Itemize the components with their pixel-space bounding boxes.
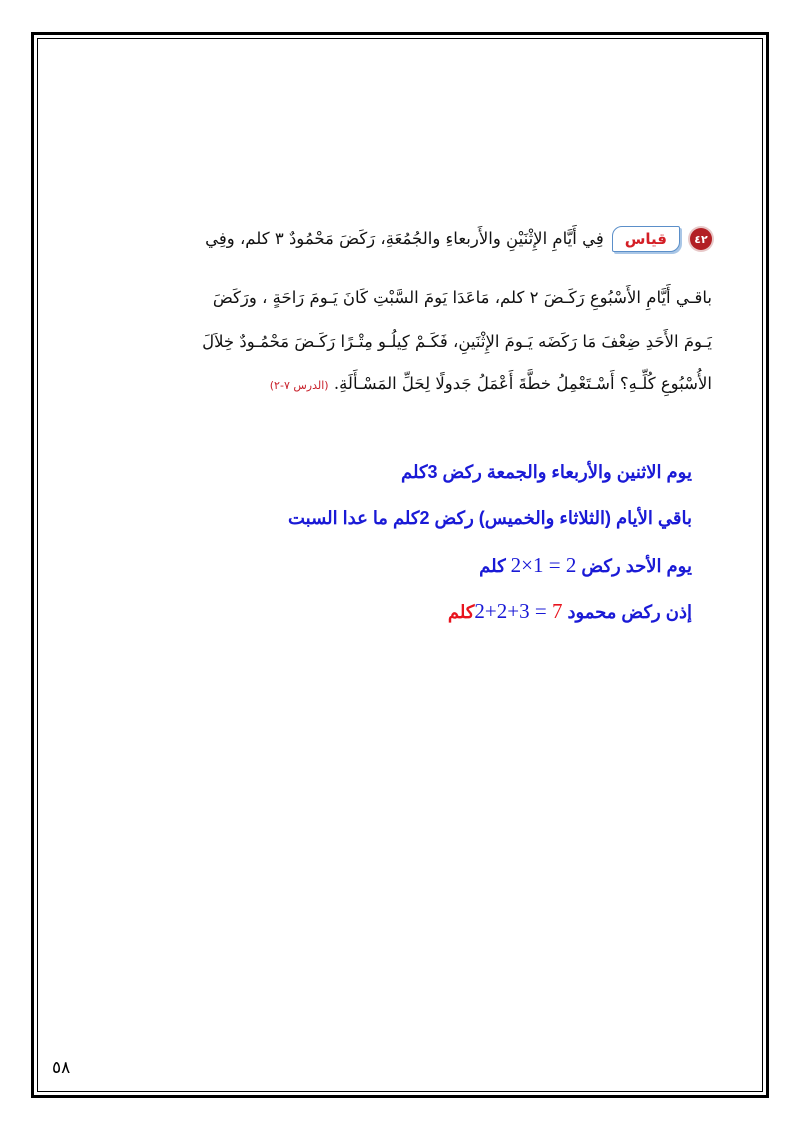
answer-total-value: 7 xyxy=(551,599,563,623)
answer-line-1: يوم الاثنين والأربعاء والجمعة ركض 3كلم xyxy=(401,462,692,482)
answer-line-2: باقي الأيام (الثلاثاء والخميس) ركض 2كلم ما عدا السبت xyxy=(287,508,692,528)
problem-line-2: باقـي أَيَّامِ الأَسْبُوعِ رَكَـضَ ٢ كلم، مَاعَدَا يَومَ السَّبْتِ كَانَ يَـومَ رَاحَةٍ ، ورَكَضَ xyxy=(212,288,712,307)
problem-line-4-text: الأُسْبُوعِ كُلِّـهِ؟ أَسْـتَعْمِلُ خطَّةَ أَعْمَلُ جَدولًا لِحَلِّ المَسْـأَلَةِ. xyxy=(333,374,712,393)
answer-line-4 xyxy=(448,599,692,624)
lesson-reference: (الدرس ٧-٢) xyxy=(269,379,329,392)
problem-line-4 xyxy=(270,374,712,396)
answer-line-3-math: 2×1 = 2 xyxy=(510,553,577,577)
answer-line-4-result: كلم xyxy=(447,602,475,622)
problem-line-1: فِي أَيَّامِ الإِثْنَيْنِ والأَربعاءِ والجُمُعَةِ، رَكَضَ مَحْمُودٌ ٣ كلم، وفِي xyxy=(205,229,604,248)
problem-number-badge: ٤٢ xyxy=(690,228,712,250)
measurement-tag: قياس xyxy=(612,226,680,252)
answer-line-3 xyxy=(479,553,692,578)
answer-line-3-suffix: كلم xyxy=(479,556,506,576)
problem-line-3: يَـومَ الأَحَدِ ضِعْفَ مَا رَكَضَه يَـومَ الإِثْنَينِ، فَكَـمْ كِيلُـو مِتْـرًا رَكَـضَ مَحْمُـودٌ خِلاَلَ xyxy=(202,332,712,351)
answer-line-4-math: 2+2+3 = 7 xyxy=(474,599,563,623)
page-number: ٥٨ xyxy=(52,1058,71,1078)
answer-line-3-prefix: يوم الأحد ركض xyxy=(581,556,692,576)
problem-block xyxy=(160,226,712,393)
problem-header xyxy=(160,226,712,252)
answer-line-4-prefix: إذن ركض محمود xyxy=(567,602,692,622)
